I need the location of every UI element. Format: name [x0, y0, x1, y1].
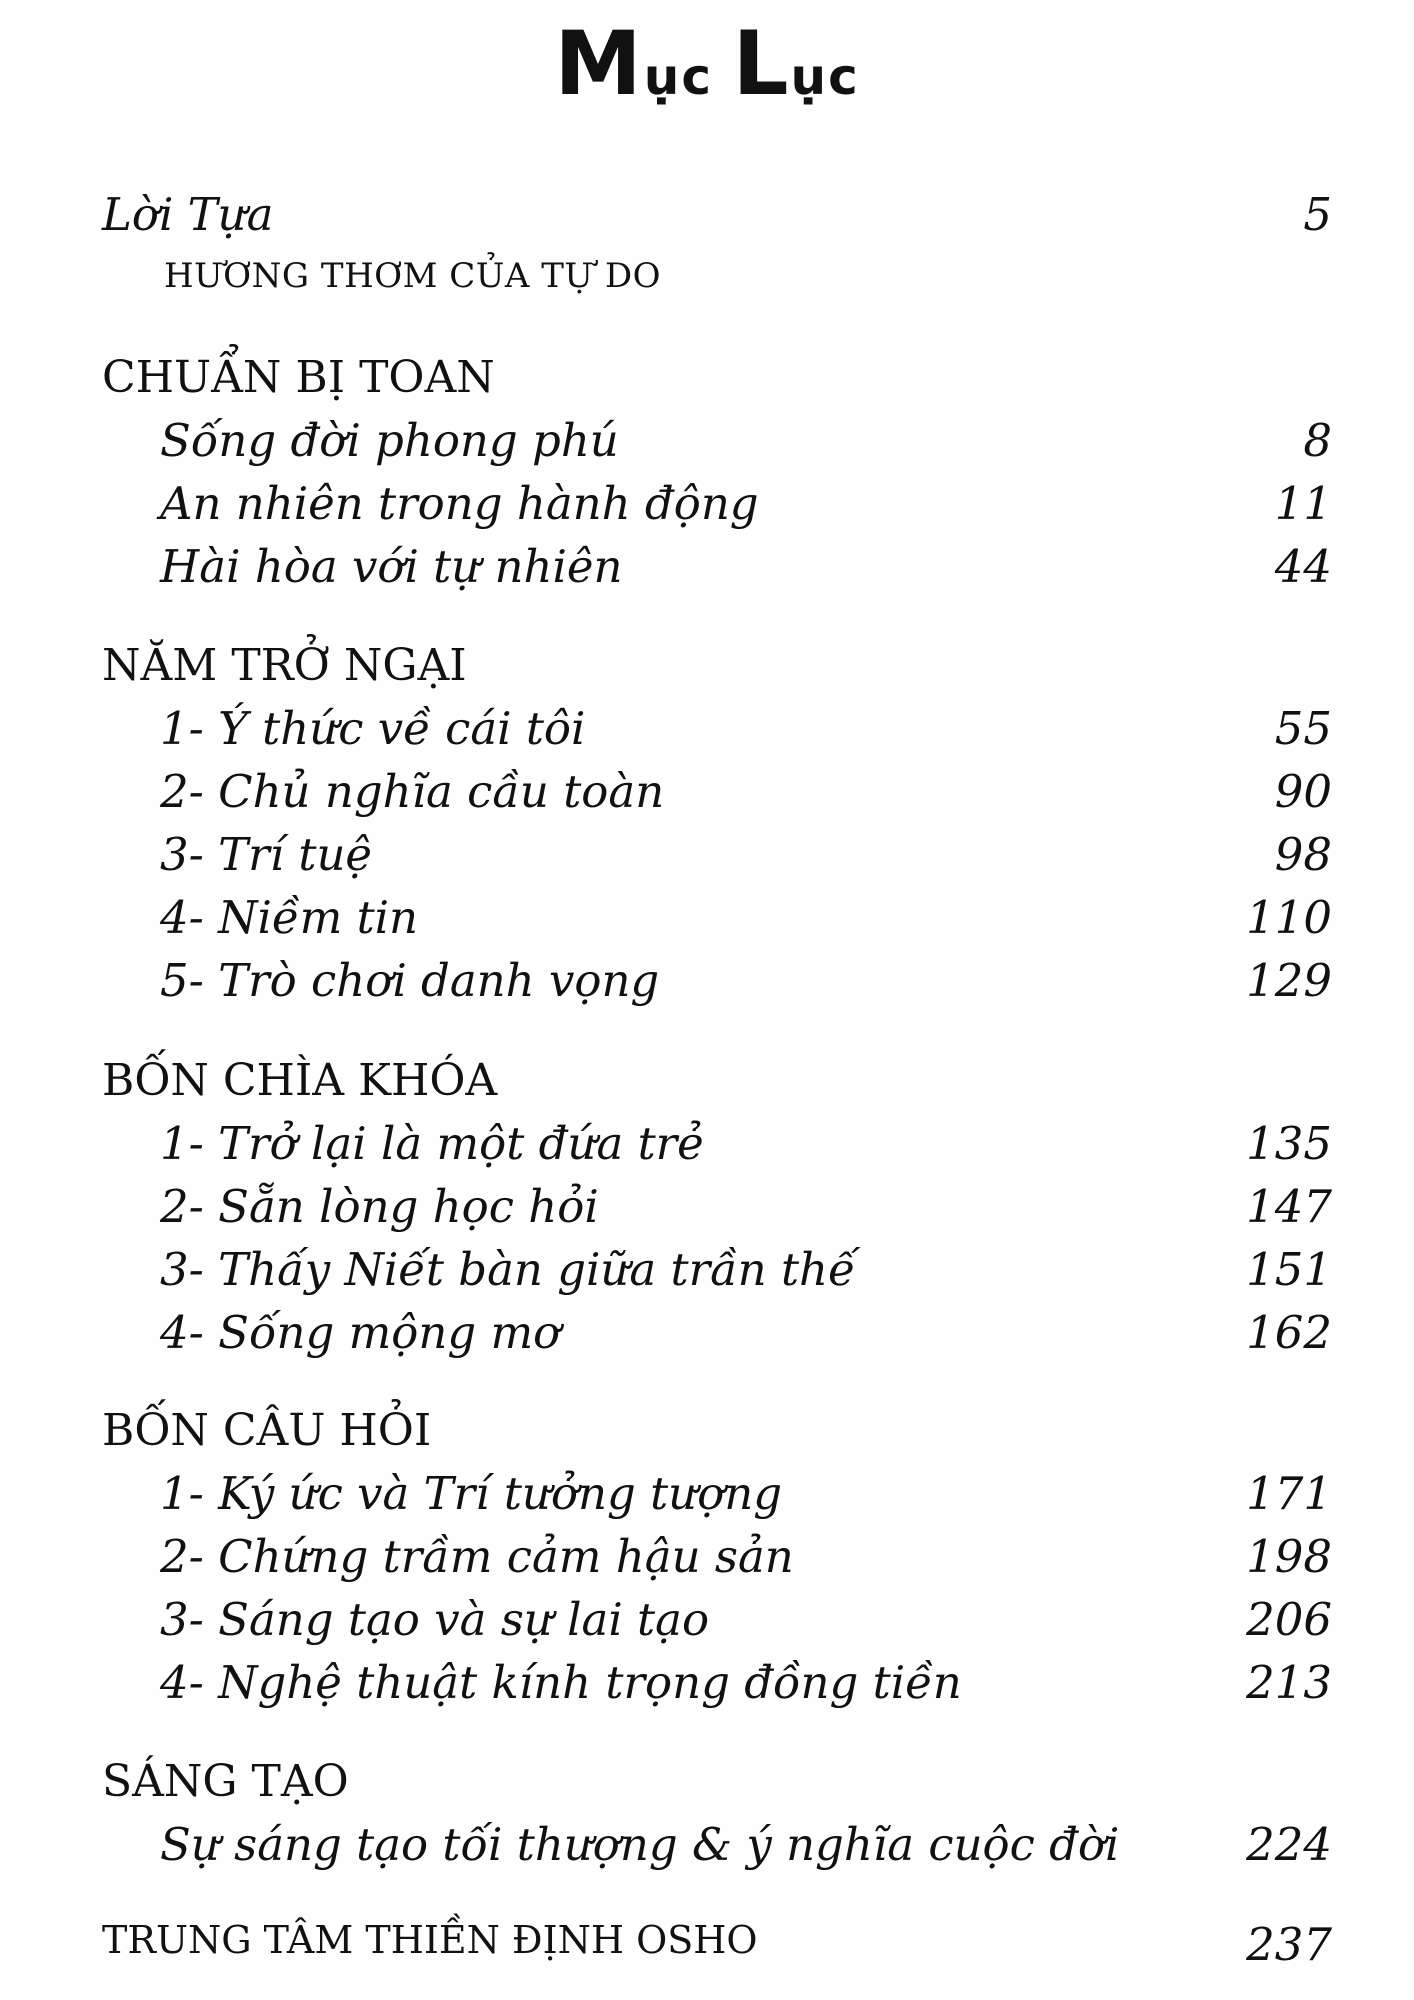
toc-entry-label: An nhiên trong hành động: [160, 477, 759, 530]
toc-page-number: 8: [1303, 414, 1332, 467]
toc-row[interactable]: [102, 1593, 1332, 1649]
toc-page-number: 206: [1246, 1593, 1332, 1646]
toc-entry-label: 4- Sống mộng mơ: [160, 1306, 561, 1359]
toc-row[interactable]: [102, 954, 1332, 1010]
section-heading: [102, 1756, 1332, 1812]
title-part-1: ục: [643, 48, 733, 106]
toc-row[interactable]: [102, 1656, 1332, 1712]
toc-page-number: 198: [1246, 1530, 1332, 1583]
toc-row[interactable]: [102, 1243, 1332, 1299]
toc-page-number: 129: [1246, 954, 1332, 1007]
toc-row[interactable]: [102, 414, 1332, 470]
section-heading: [102, 352, 1332, 408]
toc-page-number: 44: [1274, 540, 1332, 593]
toc-row[interactable]: [102, 1467, 1332, 1523]
toc-entry-label: Sự sáng tạo tối thượng & ý nghĩa cuộc đời: [160, 1818, 1120, 1871]
toc-entry-label: TRUNG TÂM THIỀN ĐỊNH OSHO: [102, 1918, 758, 1962]
toc-page-number: 5: [1303, 188, 1332, 241]
title-part-2: ục: [790, 48, 860, 106]
toc-page-number: 213: [1246, 1656, 1332, 1709]
toc-entry-label: Sống đời phong phú: [160, 414, 619, 467]
title-letter-m: M: [554, 12, 644, 115]
toc-entry-label: 1- Ký ức và Trí tưởng tượng: [160, 1467, 783, 1520]
section-heading: [102, 640, 1332, 696]
toc-page-number: 224: [1246, 1818, 1332, 1871]
page-title: [0, 12, 1414, 115]
toc-entry-label: 3- Sáng tạo và sự lai tạo: [160, 1593, 710, 1646]
toc-row[interactable]: [102, 891, 1332, 947]
toc-entry-label: 4- Nghệ thuật kính trọng đồng tiền: [160, 1656, 962, 1709]
toc-page-number: 147: [1246, 1180, 1332, 1233]
toc-row[interactable]: [102, 540, 1332, 596]
toc-row[interactable]: [102, 1306, 1332, 1362]
toc-entry-label: 3- Trí tuệ: [160, 828, 373, 881]
toc-page-number: 98: [1274, 828, 1332, 881]
section-heading: [102, 1405, 1332, 1461]
section-title: SÁNG TẠO: [102, 1756, 349, 1807]
toc-page-number: 135: [1246, 1117, 1332, 1170]
toc-row-footer[interactable]: [102, 1918, 1332, 1974]
preface-caption-row: [102, 256, 1332, 312]
toc-row[interactable]: [102, 1117, 1332, 1173]
toc-entry-label: 5- Trò chơi danh vọng: [160, 954, 660, 1007]
section-title: CHUẨN BỊ TOAN: [102, 352, 495, 403]
toc-entry-label: 2- Chứng trầm cảm hậu sản: [160, 1530, 794, 1583]
toc-page-number: 90: [1274, 765, 1332, 818]
toc-row[interactable]: [102, 1180, 1332, 1236]
toc-row-preface[interactable]: [102, 188, 1332, 244]
toc-entry-label: Hài hòa với tự nhiên: [160, 540, 623, 593]
toc-entry-label: 2- Sẵn lòng học hỏi: [160, 1180, 599, 1233]
toc-page-number: 11: [1274, 477, 1332, 530]
toc-entry-label: Lời Tựa: [102, 188, 274, 241]
toc-row[interactable]: [102, 702, 1332, 758]
toc-page-number: 55: [1274, 702, 1332, 755]
toc-entry-label: 1- Ý thức về cái tôi: [160, 702, 586, 755]
toc-page-number: 162: [1246, 1306, 1332, 1359]
section-title: BỐN CÂU HỎI: [102, 1405, 432, 1456]
toc-page-number: 237: [1246, 1918, 1332, 1971]
toc-row[interactable]: [102, 828, 1332, 884]
toc-page-number: 110: [1246, 891, 1332, 944]
toc-entry-label: 2- Chủ nghĩa cầu toàn: [160, 765, 665, 818]
toc-page-number: 151: [1246, 1243, 1332, 1296]
preface-caption: HƯƠNG THƠM CỦA TỰ DO: [164, 256, 662, 296]
toc-entry-label: 1- Trở lại là một đứa trẻ: [160, 1117, 704, 1170]
toc-row[interactable]: [102, 765, 1332, 821]
toc-row[interactable]: [102, 477, 1332, 533]
toc-page-number: 171: [1246, 1467, 1332, 1520]
toc-row[interactable]: [102, 1530, 1332, 1586]
title-letter-l: L: [732, 12, 791, 115]
toc-row[interactable]: [102, 1818, 1332, 1874]
section-heading: [102, 1055, 1332, 1111]
toc-entry-label: 3- Thấy Niết bàn giữa trần thế: [160, 1243, 856, 1296]
toc-entry-label: 4- Niềm tin: [160, 891, 419, 944]
section-title: BỐN CHÌA KHÓA: [102, 1055, 498, 1106]
section-title: NĂM TRỞ NGẠI: [102, 640, 467, 691]
